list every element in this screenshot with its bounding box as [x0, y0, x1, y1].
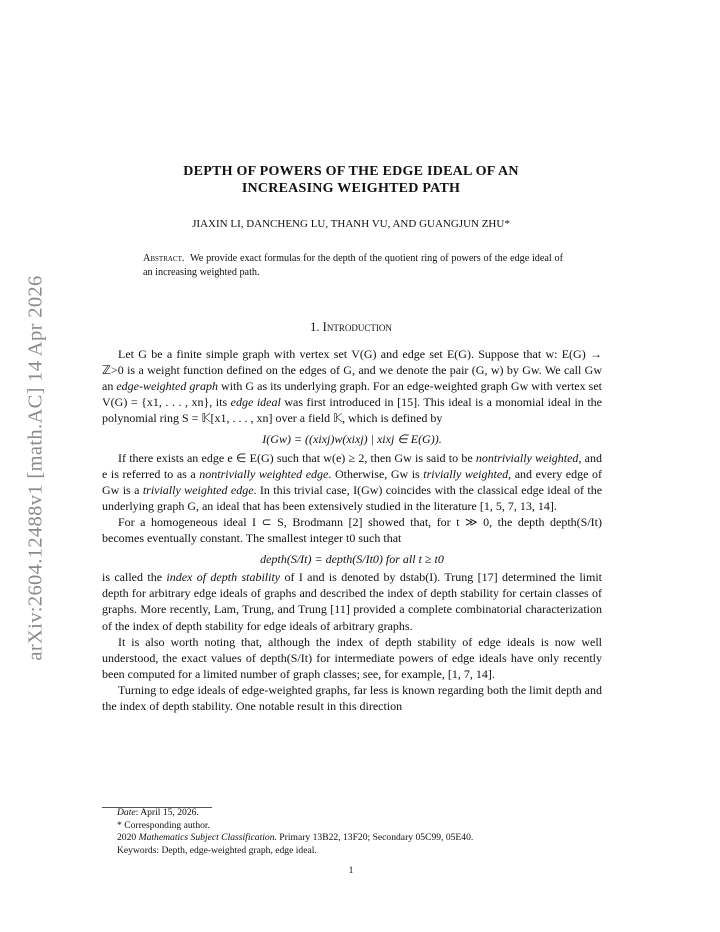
paragraph-2: [102, 450, 602, 514]
section-name: Introduction: [322, 320, 392, 334]
abstract-text-1: We provide exact formulas for the depth of the quotient ring of powers: [190, 253, 481, 264]
date-label: Date: [117, 807, 136, 818]
footnotes: [117, 807, 602, 857]
abstract-text-2: of the edge ideal of an increasing weighted path.: [143, 253, 564, 278]
text-run: . Otherwise, Gw is: [328, 466, 424, 481]
section-number: 1.: [310, 320, 320, 334]
paragraph-5: It is also worth noting that, although the index of depth stability of edge ideals is now well understood, the exact values of depth(S/It) for intermediate powers of edge ideals have only recently been computed for a limited number of graph classes; see, for example, [1, 7, 14].: [102, 634, 602, 681]
emphasis: trivially weighted: [423, 466, 509, 481]
paragraph-1: [102, 346, 602, 426]
paper-title: [100, 163, 602, 197]
footnote-keywords: Keywords: Depth, edge-weighted graph, edge ideal.: [117, 844, 317, 856]
text-run: of I and is denoted by dstab(I). Trung [17] determined the limit depth for arbitrary edge ideals of graphs and described the index of depth stability for certain classes of graphs. More recently, Lam, Trung, and Trung [11] provided a complete combinatorial characterization of the index of depth stability for edge ideals of arbitrary graphs.: [102, 570, 602, 633]
equation-edge-ideal: I(Gw) = ((xixj)w(xixj) | xixj ∈ E(G)).: [262, 432, 442, 447]
emphasis: trivially weighted edge: [142, 482, 254, 497]
footnote-date: [117, 807, 602, 820]
title-line-1: DEPTH OF POWERS OF THE EDGE IDEAL OF AN: [183, 164, 519, 179]
emphasis: edge-weighted graph: [116, 379, 219, 394]
body-text: [102, 346, 602, 714]
equation-depth-stability: depth(S/It) = depth(S/It0) for all t ≥ t0: [260, 552, 444, 567]
text-run: . In this trivial case, I(Gw) coincides with the classical edge ideal of the underlying graph G, an ideal that has been extensively studied in the literature [1, 5, 7, 13, 14].: [102, 482, 603, 513]
text-run: , and e is referred to as a: [102, 450, 602, 481]
emphasis: Mathematics Subject Classification.: [138, 832, 277, 844]
page-number: 1: [348, 865, 354, 876]
text-run: Primary 13B22, 13F20; Secondary 05C99, 05E40.: [276, 832, 474, 844]
text-run: If there exists an edge e ∈ E(G) such that w(e) ≥ 2, then Gw is said to be: [118, 450, 476, 465]
footnote-msc: [117, 832, 602, 845]
emphasis: nontrivially weighted: [475, 450, 579, 465]
text-run: 2020: [117, 832, 139, 844]
text-run: Let G be a finite simple graph with vertex set V(G) and edge set E(G). Suppose that w: E(G) → ℤ>0 is a weight function defined on the edges of G, and we denote the pair (G, w) by Gw. We call Gw an: [102, 347, 602, 394]
emphasis: index of depth stability: [166, 570, 281, 585]
date-value: : April 15, 2026.: [135, 807, 199, 818]
text-run: was first introduced in [15]. This ideal is a monomial ideal in the polynomial ring S = 𝕂[x1, . . . , xn] over a field 𝕂, which is defined by: [102, 395, 602, 426]
emphasis: nontrivially weighted edge: [199, 466, 329, 481]
abstract-label: Abstract.: [143, 253, 185, 264]
abstract: [143, 252, 563, 279]
emphasis: edge ideal: [230, 395, 281, 410]
title-line-2: INCREASING WEIGHTED PATH: [241, 181, 461, 196]
paragraph-6: Turning to edge ideals of edge-weighted graphs, far less is known regarding both the limit depth and the index of depth stability. One notable result in this direction: [102, 682, 602, 713]
paragraph-4: [102, 569, 602, 633]
author-list: JIAXIN LI, DANCHENG LU, THANH VU, AND GUANGJUN ZHU*: [192, 218, 510, 230]
text-run: is called the: [102, 570, 167, 585]
footnote-corresponding: * Corresponding author.: [117, 819, 210, 831]
text-run: with G as its underlying graph. For an edge-weighted graph Gw with vertex set V(G) = {x1, . . . , xn}, its: [102, 379, 602, 410]
arxiv-identifier-stamp: arXiv:2604.12488v1 [math.AC] 14 Apr 2026: [24, 275, 47, 661]
text-run: , and every edge of Gw is a: [102, 466, 603, 497]
section-heading: [100, 320, 602, 335]
paragraph-3: For a homogeneous ideal I ⊂ S, Brodmann [2] showed that, for t ≫ 0, the depth depth(S/It) becomes eventually constant. The smallest integer t0 such that: [102, 514, 602, 546]
